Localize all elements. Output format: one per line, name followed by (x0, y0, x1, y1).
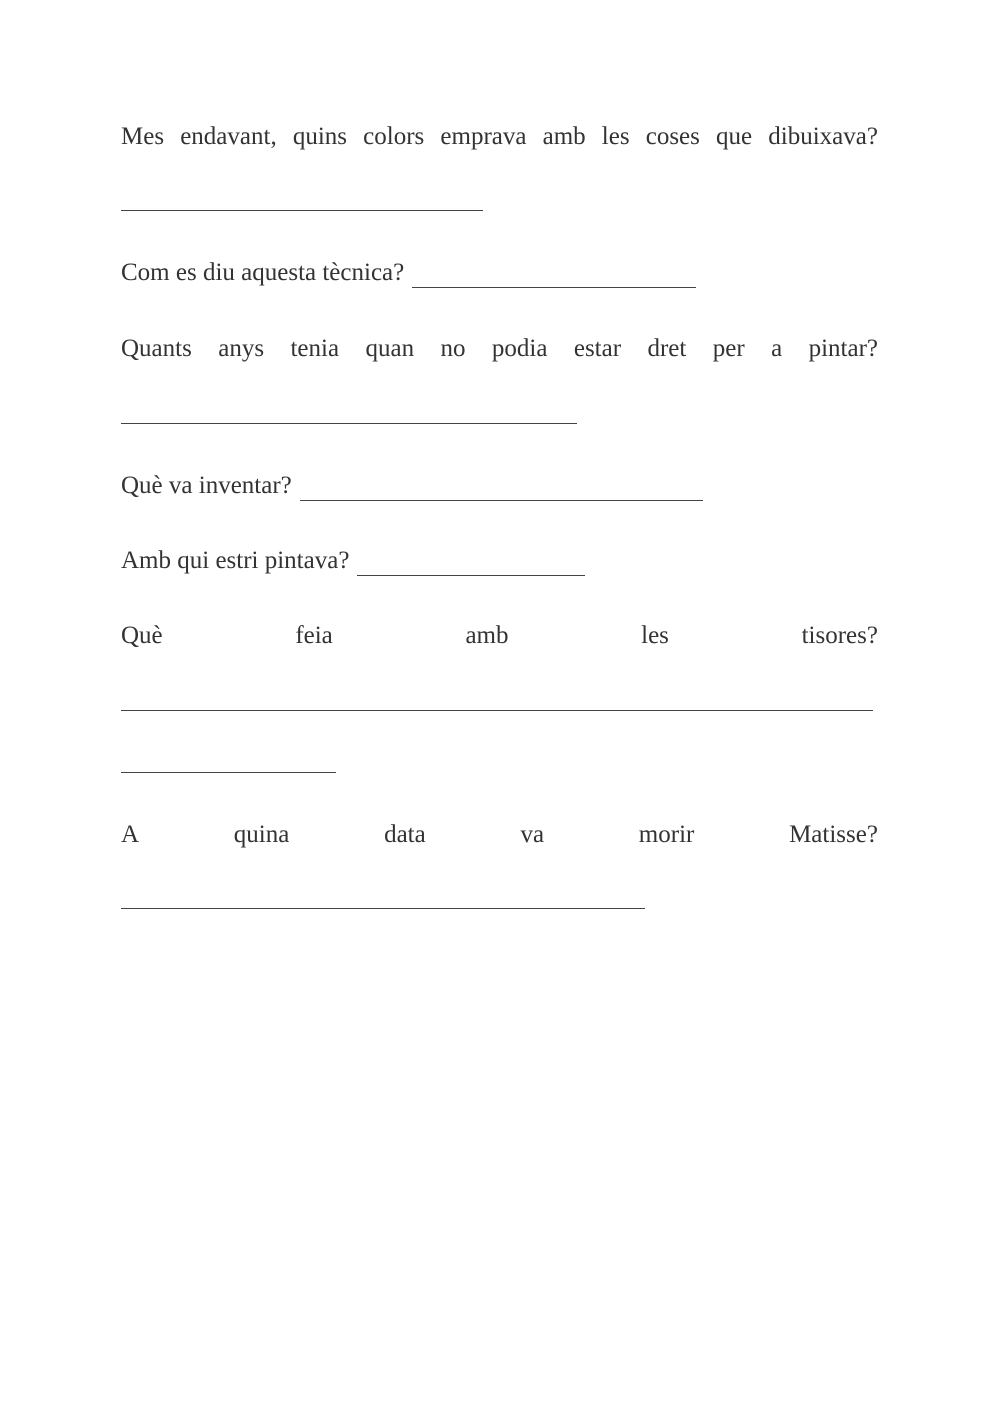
answer-6-blank[interactable] (121, 710, 873, 711)
question-3-word: podia (491, 335, 548, 362)
question-3-word: pintar? (808, 335, 878, 362)
answer-5-blank[interactable] (357, 553, 585, 576)
question-1-word: les (601, 123, 630, 150)
question-3 (121, 334, 878, 364)
question-4-text: Què va inventar? (121, 472, 292, 499)
question-7-word: Matisse? (789, 821, 878, 848)
question-3-word: estar (573, 335, 622, 362)
question-5 (121, 546, 585, 576)
question-1 (121, 122, 878, 152)
question-7-word: A (121, 821, 140, 848)
question-1-word: coses (645, 123, 700, 150)
question-6-word: Què (121, 622, 163, 649)
question-3-word: no (440, 335, 466, 362)
question-2-text: Com es diu aquesta tècnica? (121, 259, 405, 286)
question-7 (121, 820, 878, 850)
question-7-word: quina (233, 821, 290, 848)
answer-4-blank[interactable] (300, 478, 703, 501)
question-1-word: dibuixava? (768, 123, 878, 150)
question-1-word: amb (542, 123, 586, 150)
answer-7-blank[interactable] (121, 908, 645, 909)
answer-1-blank[interactable] (121, 210, 483, 211)
question-7-word: va (520, 821, 545, 848)
answer-3-blank[interactable] (121, 423, 577, 424)
answer-6-blank-continuation[interactable] (121, 772, 336, 773)
question-3-word: per (712, 335, 745, 362)
question-6-word: tisores? (801, 622, 878, 649)
question-3-word: Quants (121, 335, 192, 362)
question-3-word: dret (647, 335, 687, 362)
question-1-word: colors (363, 123, 425, 150)
question-2 (121, 258, 696, 288)
question-1-word: quins (292, 123, 348, 150)
question-3-word: tenia (290, 335, 340, 362)
question-3-word: quan (365, 335, 415, 362)
question-6-word: feia (295, 622, 333, 649)
question-5-text: Amb qui estri pintava? (121, 547, 350, 574)
question-1-word: emprava (440, 123, 527, 150)
question-3-word: anys (218, 335, 265, 362)
question-1-word: Mes (121, 123, 165, 150)
question-7-word: data (384, 821, 426, 848)
question-6-word: les (641, 622, 669, 649)
question-3-word: a (771, 335, 783, 362)
question-7-word: morir (638, 821, 695, 848)
question-6 (121, 621, 878, 651)
question-6-word: amb (465, 622, 509, 649)
question-1-word: que (716, 123, 753, 150)
question-1-word: endavant, (180, 123, 277, 150)
answer-2-blank[interactable] (412, 265, 696, 288)
question-4 (121, 471, 703, 501)
